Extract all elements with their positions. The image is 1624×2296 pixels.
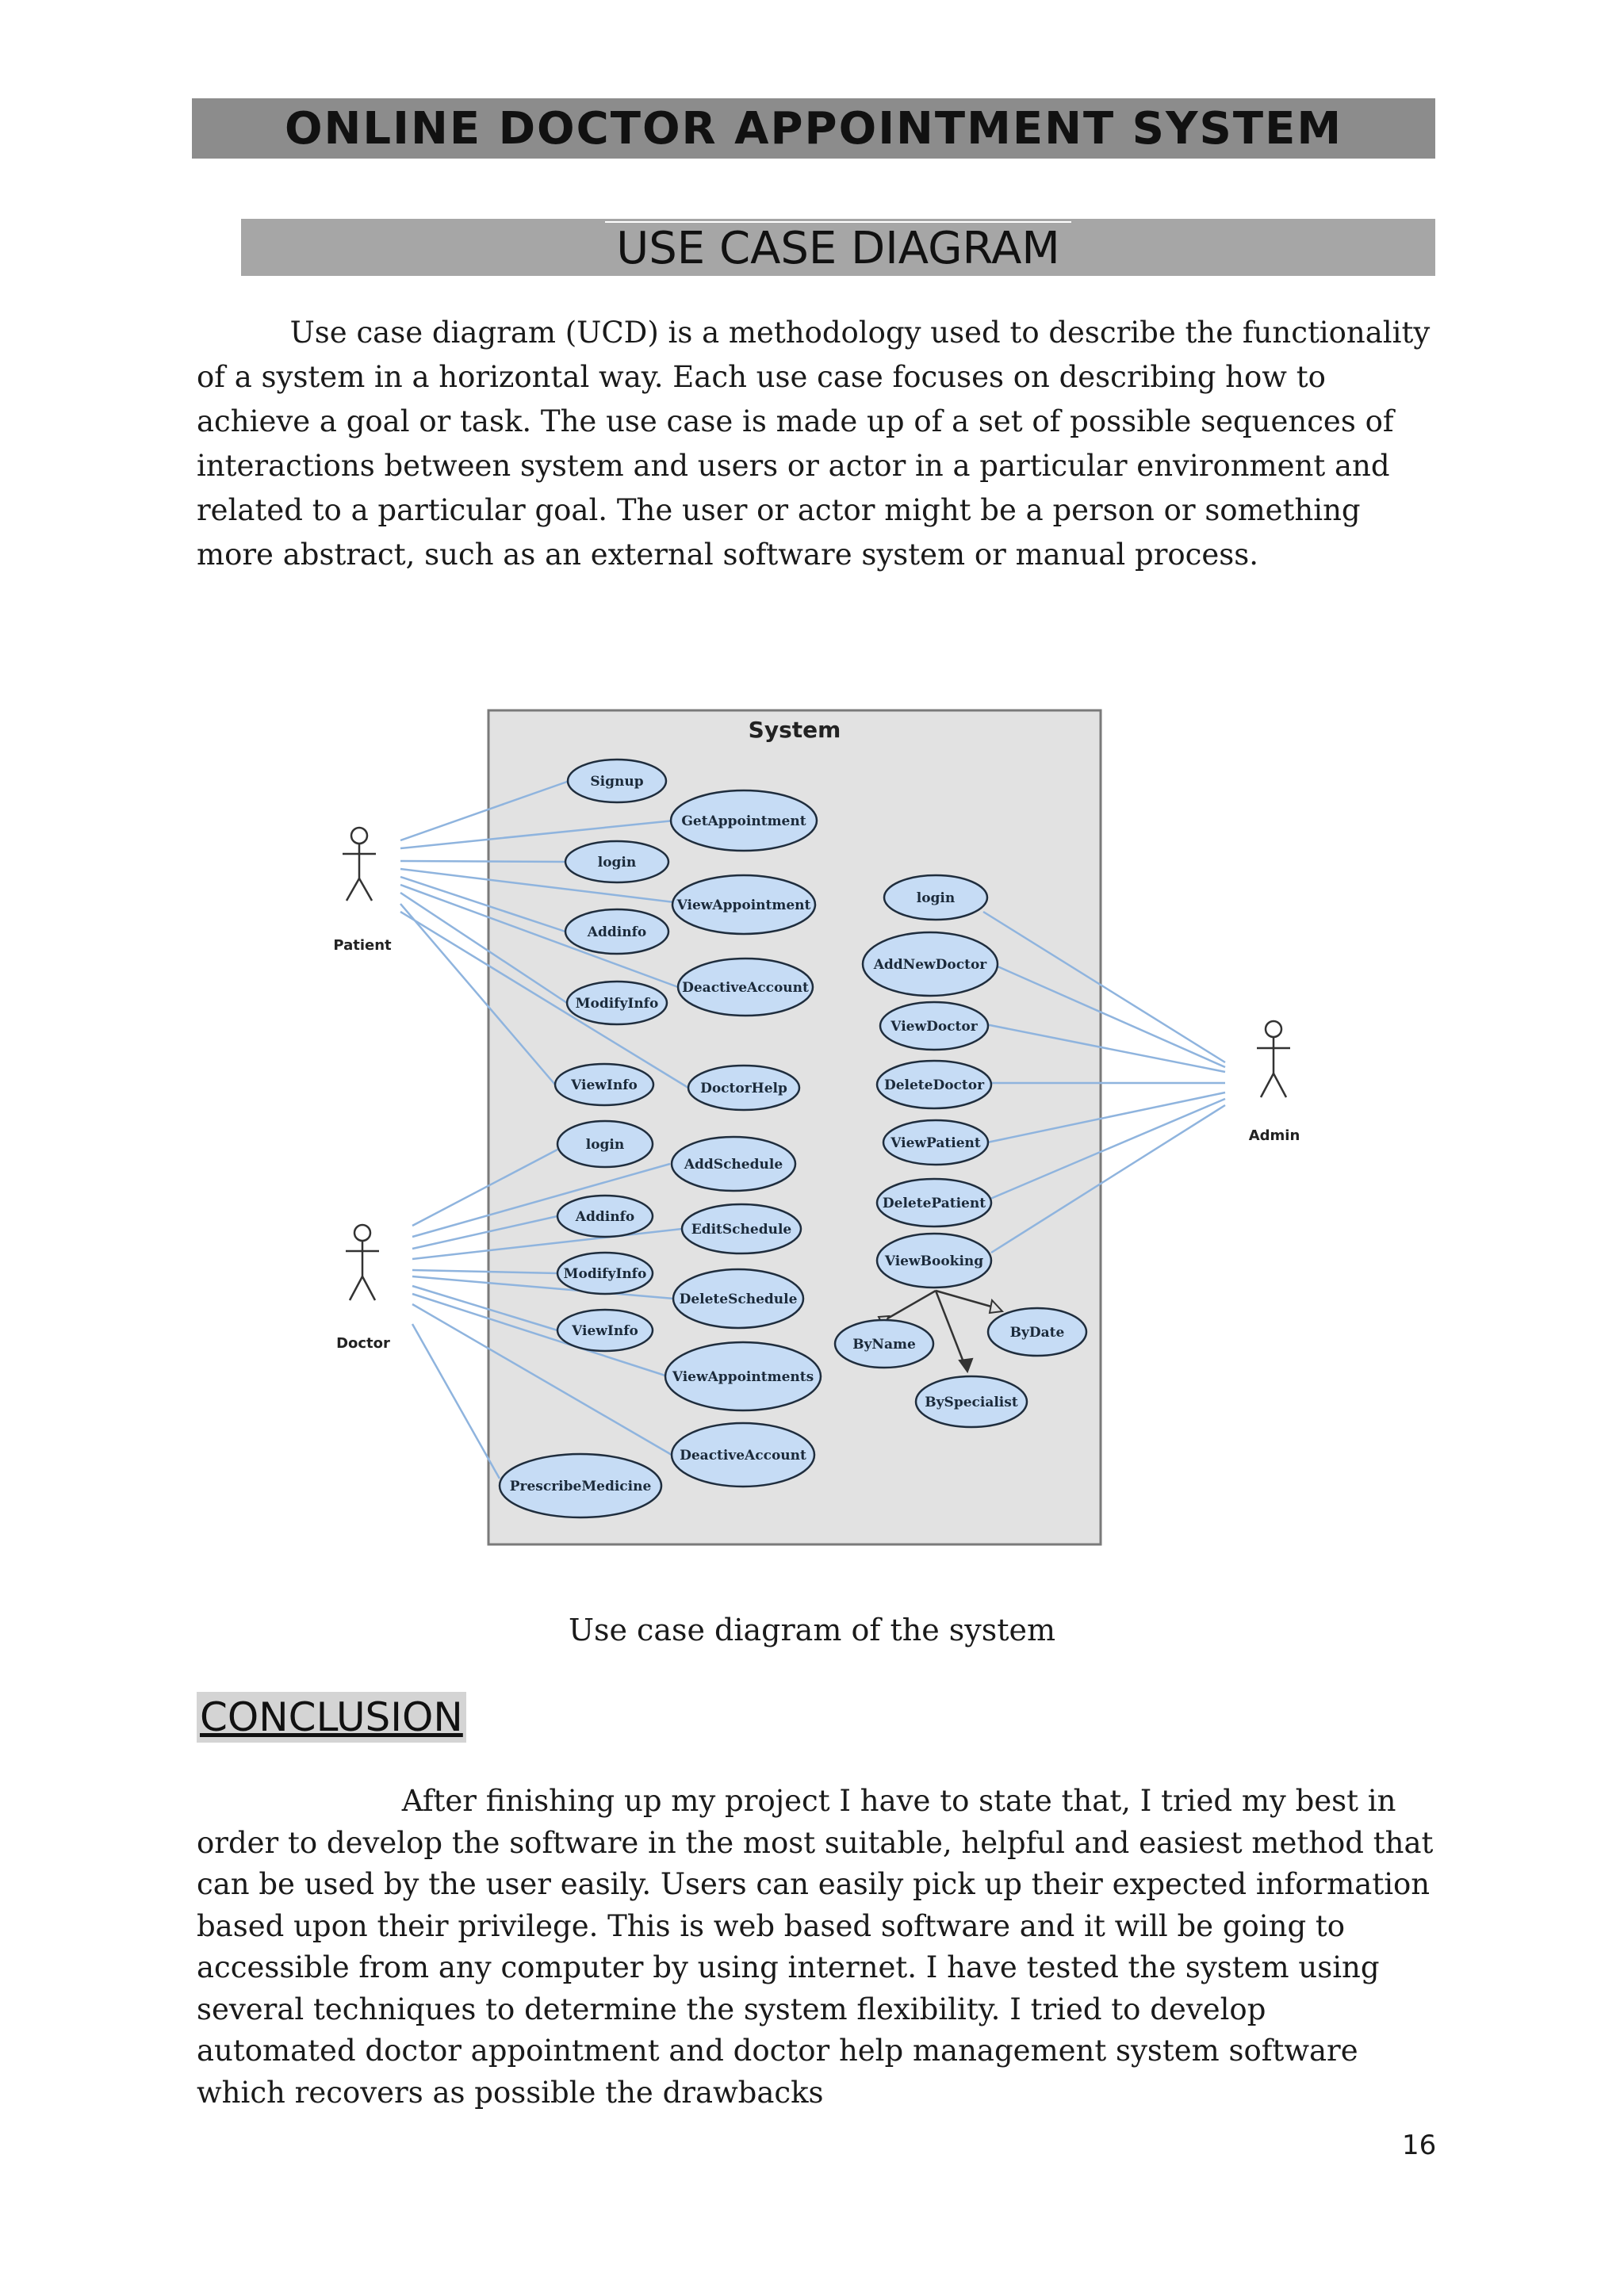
use-case-label: Addinfo <box>575 1209 635 1225</box>
use-case-label: AddSchedule <box>684 1157 783 1173</box>
use-case-label: DeleteDoctor <box>883 1077 985 1093</box>
use-case-label: AddNewDoctor <box>873 957 987 973</box>
actor-head <box>354 1225 370 1241</box>
use-case-label: ModifyInfo <box>563 1266 647 1282</box>
use-case-label: login <box>585 1137 625 1153</box>
use-case-label: Addinfo <box>587 924 647 940</box>
actor-label-patient: Patient <box>333 937 392 954</box>
actor-leg <box>347 878 359 901</box>
use-case-label: DeactiveAccount <box>680 1448 806 1464</box>
page-number: 16 <box>1402 2130 1437 2161</box>
actor-leg <box>1274 1073 1286 1097</box>
intro-paragraph: Use case diagram (UCD) is a methodology used to describe the functionality of a system in a horizontal way. Each use case focuses on describing how to achieve a goal or task. The use case is made up of a set of possible sequences of interactions between system and users or actor in a particular environment and related to a particular goal. The user or actor might be a person or something more abstract, such as an external software system or manual process. <box>197 316 1431 572</box>
use-case-label: ByDate <box>1009 1325 1065 1341</box>
actor-patient <box>343 828 376 901</box>
use-case-label: DeleteSchedule <box>679 1292 798 1307</box>
connector <box>400 861 565 862</box>
actor-leg <box>1261 1073 1274 1097</box>
use-case-label: Signup <box>590 774 644 790</box>
use-case-label: ViewBooking <box>884 1253 984 1269</box>
actor-label-admin: Admin <box>1248 1127 1300 1144</box>
use-case-label: DeactiveAccount <box>682 980 809 996</box>
use-case-diagram <box>301 698 1332 1554</box>
actor-doctor <box>346 1225 379 1300</box>
use-case-label: DeletePatient <box>882 1196 986 1211</box>
use-case-label: DoctorHelp <box>700 1081 787 1096</box>
use-case-label: ViewInfo <box>572 1323 638 1339</box>
conclusion-paragraph: After finishing up my project I have to state that, I tried my best in order to develop the software in the most suitable, helpful and easiest method that can be used by the user easily. Users can easily pick up their expected information based upon their privilege. This is web based software and it will be going to accessible from any computer by using internet. I have tested the system using several techniques to determine the system flexibility. I tried to develop automated doctor appointment and doctor help management system software which recovers as possible the drawbacks <box>197 1784 1434 2110</box>
section-heading-text: USE CASE DIAGRAM <box>605 221 1071 274</box>
use-case-label: PrescribeMedicine <box>509 1479 652 1494</box>
use-case-label: login <box>597 855 637 871</box>
conclusion-heading: CONCLUSION <box>197 1692 466 1743</box>
system-label: System <box>748 717 841 743</box>
use-case-label: GetAppointment <box>681 813 806 829</box>
actor-label-doctor: Doctor <box>336 1335 390 1352</box>
actor-leg <box>362 1276 375 1300</box>
actor-head <box>351 828 367 844</box>
actor-leg <box>359 878 372 901</box>
diagram-caption: Use case diagram of the system <box>568 1613 1056 1647</box>
actor-leg <box>350 1276 362 1300</box>
actor-admin <box>1257 1021 1290 1097</box>
use-case-label: ViewAppointment <box>676 897 811 913</box>
use-case-label: ViewAppointments <box>672 1369 814 1385</box>
use-case-label: EditSchedule <box>691 1222 792 1238</box>
section-heading <box>241 219 1435 276</box>
use-case-label: ModifyInfo <box>575 996 659 1012</box>
use-case-label: ByName <box>852 1337 916 1353</box>
document-title: ONLINE DOCTOR APPOINTMENT SYSTEM <box>192 98 1435 159</box>
use-case-label: login <box>916 890 956 906</box>
use-case-label: ViewDoctor <box>891 1019 978 1035</box>
use-case-label: ViewPatient <box>891 1135 981 1151</box>
use-case-label: BySpecialist <box>925 1395 1018 1410</box>
actor-head <box>1266 1021 1281 1037</box>
use-case-label: ViewInfo <box>571 1077 638 1093</box>
